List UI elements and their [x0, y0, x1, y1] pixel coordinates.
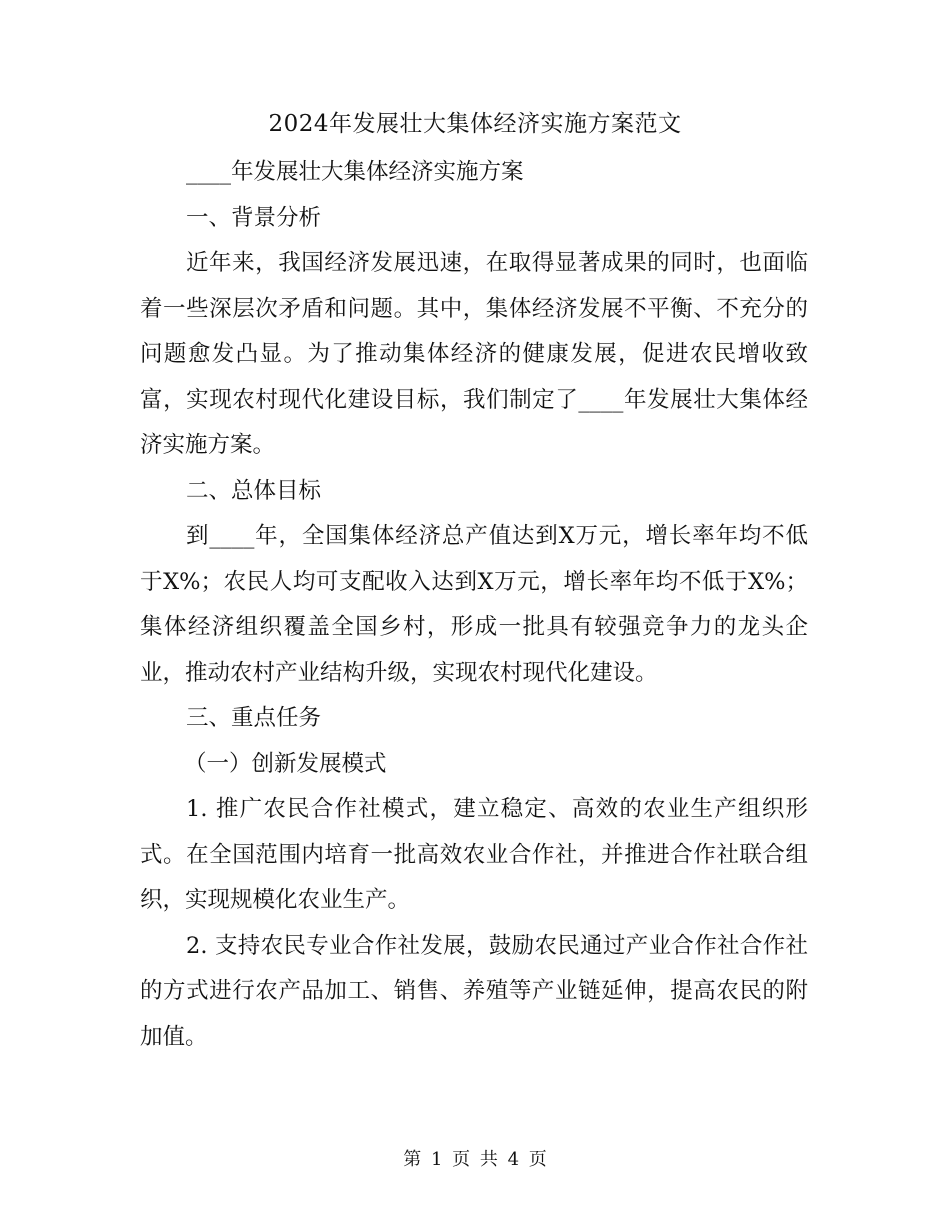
paragraph-goals: 到____年，全国集体经济总产值达到X万元，增长率年均不低于X%；农民人均可支配收入达到X万元，增长率年均不低于X%；集体经济组织覆盖全国乡村，形成一批具有较强竞争力的龙头企业，推动农村产业结构升级，实现农村现代化建设。: [140, 523, 808, 686]
document-body: [140, 150, 808, 1060]
page-footer: 第 1 页 共 4 页: [403, 1149, 547, 1170]
section-heading-background: 一、背景分析: [186, 204, 322, 231]
paragraph-background: 近年来，我国经济发展迅速，在取得显著成果的同时，也面临着一些深层次矛盾和问题。其中，集体经济发展不平衡、不充分的问题愈发凸显。为了推动集体经济的健康发展，促进农民增收致富，实现农村现代化建设目标，我们制定了____年发展壮大集体经济实施方案。: [140, 250, 808, 458]
subtitle-line: ____年发展壮大集体经济实施方案: [186, 159, 524, 185]
list-item-2: 2. 支持农民专业合作社发展，鼓励农民通过产业合作社合作社的方式进行农产品加工、销售、养殖等产业链延伸，提高农民的附加值。: [140, 932, 808, 1050]
section-heading-tasks: 三、重点任务: [186, 705, 322, 731]
subsection-heading-innovation: （一）创新发展模式: [184, 750, 387, 777]
document-title: 2024年发展壮大集体经济实施方案范文: [268, 111, 682, 137]
section-heading-goals: 二、总体目标: [186, 477, 322, 504]
list-item-1: 1. 推广农民合作社模式，建立稳定、高效的农业生产组织形式。在全国范围内培育一批高效农业合作社，并推进合作社联合组织，实现规模化农业生产。: [140, 796, 808, 913]
